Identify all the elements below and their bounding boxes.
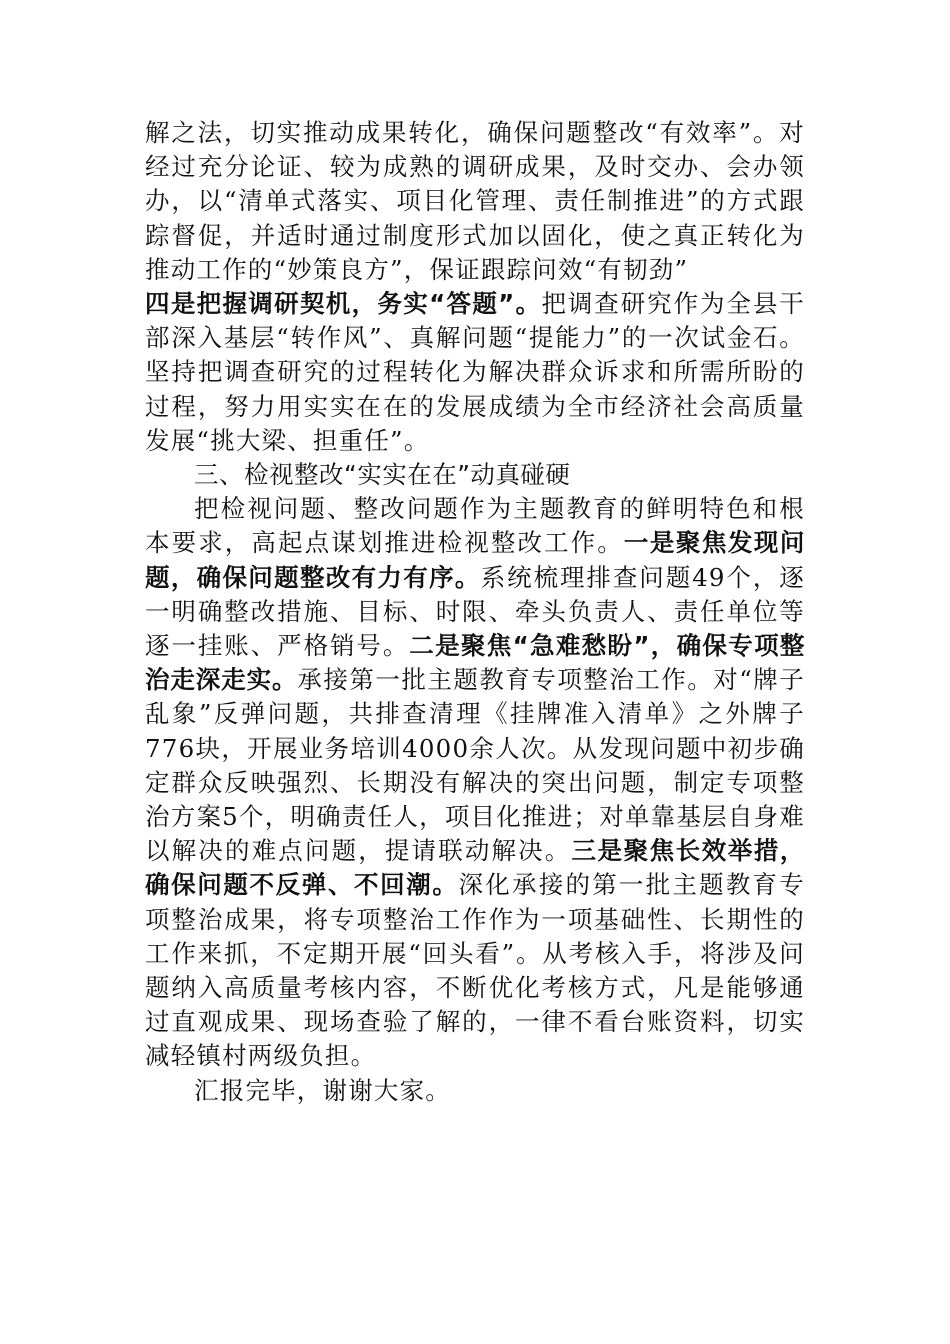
bold-lead-sentence: 四是把握调研契机，务实“答题”。 — [145, 289, 542, 319]
paragraph-text: 深化承接的第一批主题教育专项整治成果，将专项整治工作作为一项基础性、长期性的工作来抓，不定期开展“回头看”。从考核入手，将涉及问题纳入高质量考核内容，不断优化考核方式，凡是能够通过直观成果、现场查验了解的，一律不看台账资料，切实减轻镇村两级负担。 — [145, 870, 805, 1071]
paragraph-text: 把调查研究作为全县干部深入基层“转作风”、真解问题“提能力”的一次试金石。坚持把调查研究的过程转化为解决群众诉求和所需所盼的过程，努力用实实在在的发展成绩为全市经济社会高质量发展“挑大梁、担重任”。 — [145, 289, 805, 455]
paragraph-results-conversion — [145, 116, 805, 287]
closing-remark: 汇报完毕，谢谢大家。 — [194, 1075, 451, 1105]
paragraph-text: 把检视问题、整改问题作为主题教育的鲜明特色和根本要求，高起点谋划推进检视整改工作。 — [145, 494, 805, 558]
paragraph-text: 承接第一批主题教育专项整治工作。对“牌子乱象”反弹问题，共排查清理《挂牌准入清单》之外牌子776块，开展业务培训4000余人次。从发现问题中初步确定群众反映强烈、长期没有解决的突出问题，制定专项整治方案5个，明确责任人，项目化推进；对单靠基层自身难以解决的难点问题，提请联动解决。 — [145, 665, 805, 866]
section-heading-three: 三、检视整改“实实在在”动真碰硬 — [194, 460, 571, 490]
bold-lead-sentence: 二是聚焦“急难愁盼”，确保专项整治走深走实。 — [145, 631, 805, 695]
paragraph-text: 解之法，切实推动成果转化，确保问题整改“有效率”。对经过充分论证、较为成熟的调研成果，及时交办、会办领办，以“清单式落实、项目化管理、责任制推进”的方式跟踪督促，并适时通过制度形式加以固化，使之真正转化为推动工作的“妙策良方”，保证跟踪问效“有韧劲” — [145, 118, 805, 284]
bold-lead-sentence: 三是聚焦长效举措，确保问题不反弹、不回潮。 — [145, 836, 805, 900]
paragraph-text: 系统梳理排查问题49个，逐一明确整改措施、目标、时限、牵头负责人、责任单位等逐一挂账、严格销号。 — [145, 562, 805, 661]
bold-lead-sentence: 一是聚焦发现问题，确保问题整改有力有序。 — [145, 528, 805, 592]
document-page — [145, 116, 805, 1108]
paragraph-rectification — [145, 492, 805, 1073]
paragraph-research-opportunity — [145, 287, 805, 458]
